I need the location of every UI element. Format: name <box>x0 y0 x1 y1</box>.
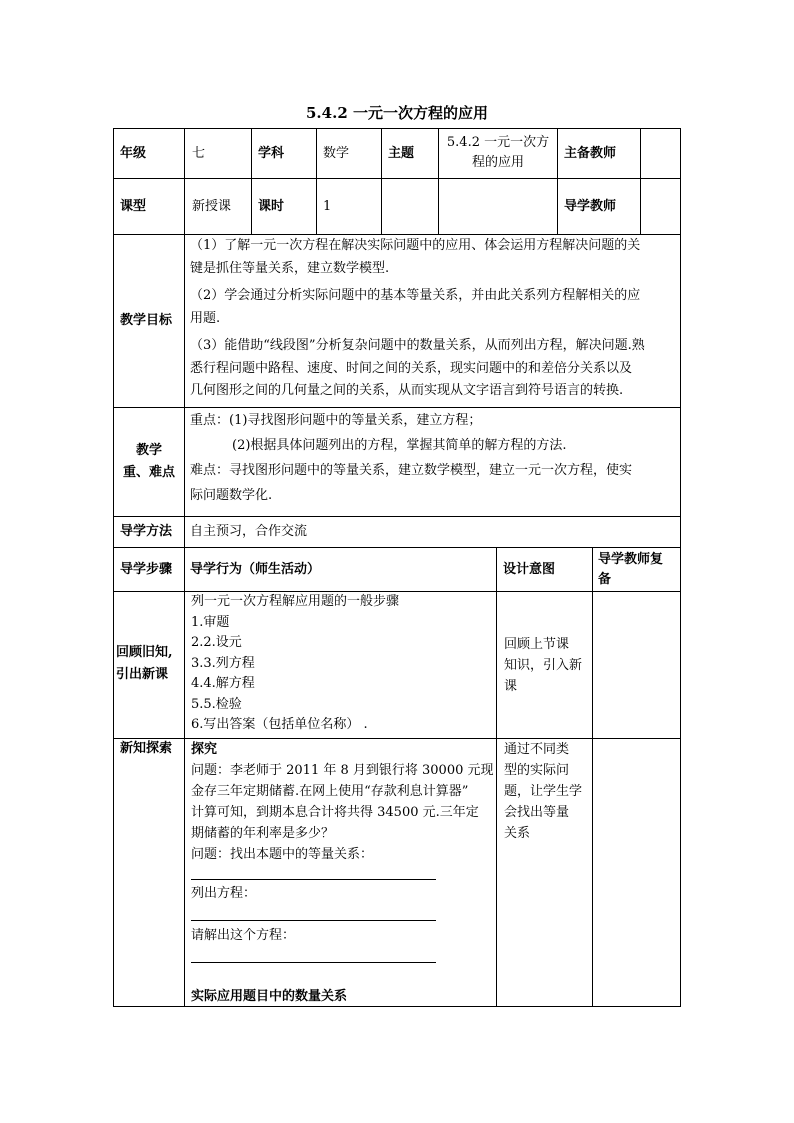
objective-1-line-2: 键是抓住等量关系，建立数学模型. <box>190 260 390 276</box>
guide-teacher-label: 导学教师 <box>564 198 617 214</box>
explore-heading: 探究 <box>191 742 218 757</box>
difficulty-line-1: 难点：寻找图形问题中的等量关系，建立数学模型，建立一元一次方程，使实 <box>190 463 633 478</box>
review-step: 1.审题 <box>191 614 230 630</box>
type-label: 课型 <box>120 198 147 214</box>
answer-blank-relation[interactable] <box>191 879 436 880</box>
grade-label: 年级 <box>120 145 147 161</box>
method-label: 导学方法 <box>120 524 173 539</box>
lead-teacher-value <box>645 129 679 178</box>
steps-header-review <box>598 550 680 590</box>
type-value: 新授课 <box>192 198 232 214</box>
review-intent-line-1: 回顾上节课 <box>504 637 570 652</box>
keypoints-text <box>190 408 680 516</box>
keypoints-label-line-2: 重、难点 <box>122 465 175 480</box>
topic-value-line-2: 程的应用 <box>471 155 524 170</box>
explore-content <box>191 739 496 1007</box>
explore-question-line-4: 期储蓄的年利率是多少？ <box>191 826 335 841</box>
explore-prompt-equation: 列出方程： <box>191 886 257 901</box>
lead-teacher-label: 主备教师 <box>564 145 617 161</box>
review-step: 2.2.设元 <box>191 635 242 650</box>
steps-header-activity: 导学行为（师生活动） <box>190 561 321 577</box>
steps-header-review-line-2: 备 <box>598 572 612 587</box>
objectives-text <box>190 235 680 407</box>
objective-1-line-1: （1）了解一元一次方程在解决实际问题中的应用、体会运用方程解决问题的关 <box>190 238 641 253</box>
review-label <box>116 642 184 686</box>
grade-value: 七 <box>192 145 206 161</box>
review-step: 5.5.检验 <box>191 696 242 712</box>
objective-2-line-2: 用题. <box>190 310 221 326</box>
review-label-line-1: 回顾旧知, <box>116 645 173 660</box>
topic-value <box>439 133 557 177</box>
keypoint-2: (2)根据具体问题列出的方程，掌握其简单的解方程的方法. <box>232 438 567 453</box>
objective-3-line-1: （3）能借助“线段图”分析复杂问题中的数量关系，从而列出方程，解决问题.熟 <box>190 338 645 353</box>
objective-2-line-1: （2）学会通过分析实际问题中的基本等量关系，并由此关系列方程解相关的应 <box>190 288 641 303</box>
guide-teacher-value <box>645 179 679 234</box>
page-title: 5.4.2 一元一次方程的应用 <box>306 104 488 122</box>
answer-blank-solution[interactable] <box>191 962 436 963</box>
explore-intent <box>504 739 592 849</box>
topic-label: 主题 <box>388 145 415 161</box>
explore-question-line-2: 金存三年定期储蓄.在网上使用“存款利息计算器” <box>191 784 469 799</box>
steps-header-review-line-1: 导学教师复 <box>598 552 664 567</box>
answer-blank-equation[interactable] <box>191 920 436 921</box>
review-step: 6.写出答案（包括单位名称） . <box>191 717 368 732</box>
objectives-label: 教学目标 <box>120 313 173 328</box>
review-label-line-2: 引出新课 <box>116 667 169 682</box>
explore-intent-line: 题，让学生学 <box>504 784 583 799</box>
review-step-title: 列一元一次方程解应用题的一般步骤 <box>191 594 400 609</box>
explore-intent-line: 关系 <box>504 826 531 841</box>
explore-intent-line: 会找出等量 <box>504 805 570 820</box>
explore-intent-line: 型的实际问 <box>504 763 570 778</box>
keypoints-label-line-1: 教学 <box>135 443 162 458</box>
keypoints-label <box>114 440 184 490</box>
explore-question-line-3: 计算可知，到期本息合计将共得 34500 元.三年定 <box>191 805 479 820</box>
review-step: 3.3.列方程 <box>191 655 255 671</box>
explore-prompt-relation: 问题：找出本题中的等量关系： <box>191 847 374 862</box>
review-steps <box>191 592 496 738</box>
explore-footer: 实际应用题目中的数量关系 <box>191 989 348 1004</box>
method-value: 自主预习，合作交流 <box>190 524 308 539</box>
steps-header-intent: 设计意图 <box>503 561 556 577</box>
explore-prompt-solve: 请解出这个方程： <box>191 928 296 943</box>
objective-3-line-2: 悉行程问题中路程、速度、时间之间的关系，现实问题中的和差倍分关系以及 <box>190 360 633 376</box>
keypoint-1: 重点：(1)寻找图形问题中的等量关系，建立方程； <box>190 413 482 428</box>
review-intent-line-2: 知识，引入新 <box>504 658 583 673</box>
review-intent-line-3: 课 <box>504 679 518 694</box>
subject-label: 学科 <box>258 145 285 161</box>
period-value: 1 <box>323 198 332 214</box>
period-label: 课时 <box>258 198 285 214</box>
steps-header-step: 导学步骤 <box>120 561 173 577</box>
explore-label: 新知探索 <box>120 741 173 756</box>
explore-question-line-1: 问题：李老师于 2011 年 8 月到银行将 30000 元现 <box>191 763 494 778</box>
topic-value-line-1: 5.4.2 一元一次方 <box>446 135 550 150</box>
subject-value: 数学 <box>323 145 350 161</box>
explore-intent-line: 通过不同类 <box>504 742 570 757</box>
review-intent <box>504 634 592 700</box>
objective-3-line-3: 几何图形之间的几何量之间的关系，从而实现从文字语言到符号语言的转换. <box>190 383 624 398</box>
difficulty-line-2: 际问题数学化. <box>190 488 273 503</box>
review-step: 4.4.解方程 <box>191 676 255 691</box>
